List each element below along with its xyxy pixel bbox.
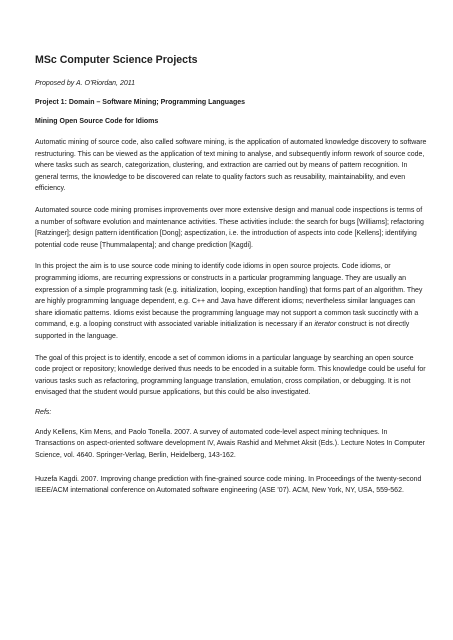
paragraph-1: Automatic mining of source code, also called software mining, is the application of automated knowledge discovery to software restructuring. This can be viewed as the application of text mining to analyse, and subsequently inform rework of source code, where tasks such as search, categorization, clustering, and extraction are carried out by means of pattern recognition. In general terms, the knowledge to be discovered can relate to quality factors such as reusability, maintainability, and even efficiency. — [35, 139, 427, 193]
iterator-term: iterator — [314, 321, 337, 329]
refs-label: Refs: — [35, 408, 52, 416]
paragraph-3-text-b: construct is not directly supported in the language. — [35, 321, 410, 340]
document-title: MSc Computer Science Projects — [35, 54, 198, 66]
paragraph-4: The goal of this project is to identify, encode a set of common idioms in a particular language by searching an open source code project or repository; knowledge derived thus needs to be encoded in a suitable form. This knowledge could be useful for various tasks such as refactoring, programming language translation, emulation, cross compilation, or debugging. It is not envisaged that the student would pursue applications, but this could be also investigated. — [35, 354, 426, 397]
paragraph-3 — [35, 261, 427, 342]
reference-item: Andy Kellens, Kim Mens, and Paolo Tonella. 2007. A survey of automated code-level aspect mining techniques. In Transactions on aspect-oriented software development IV, Awais Rashid and Mehmet Aksit (Eds.). Lecture Notes In Computer Science, vol. 4640. Springer-Verlag, Berlin, Heidelberg, 143-162. — [35, 428, 425, 460]
project-subheading: Mining Open Source Code for Idioms — [35, 118, 159, 125]
project-heading: Project 1: Domain – Software Mining; Programming Languages — [35, 99, 246, 106]
reference-item: Huzefa Kagdi. 2007. Improving change prediction with fine-grained source code mining. In Proceedings of the twenty-second IEEE/ACM international conference on Automated software engineering (ASE '07). ACM, New York, NY, USA, 559-562. — [35, 475, 422, 495]
paragraph-3-text-a: In this project the aim is to use source code mining to identify code idioms in open source projects. Code idioms, or programming idioms, are recurring expressions or constructs in a particular programming language. They are usually an expression of a simple programming task (e.g. initialization, looping, exception handling) that forms part of an algorithm. They are highly programming language dependent, e.g. C++ and Java have different idioms; nevertheless similar languages can share idiomatic patterns. Idioms exist because the programming language may not support a common task succinctly with a command, e.g. a looping construct with associated variable initialization is necessary if an — [35, 263, 423, 329]
document-page — [35, 54, 427, 509]
paragraph-2: Automated source code mining promises improvements over more extensive design and manual code inspections is terms of a number of software evolution and maintenance activities. These activities include: the search for bugs [Williams]; refactoring [Ratzinger]; design pattern identification [Dong]; aspectization, i.e. the introduction of aspects into code [Kellens]; identifying potential code reuse [Thummalapenta]; and change prediction [Kagdi]. — [35, 206, 424, 249]
byline: Proposed by A. O’Riordan, 2011 — [35, 80, 136, 87]
